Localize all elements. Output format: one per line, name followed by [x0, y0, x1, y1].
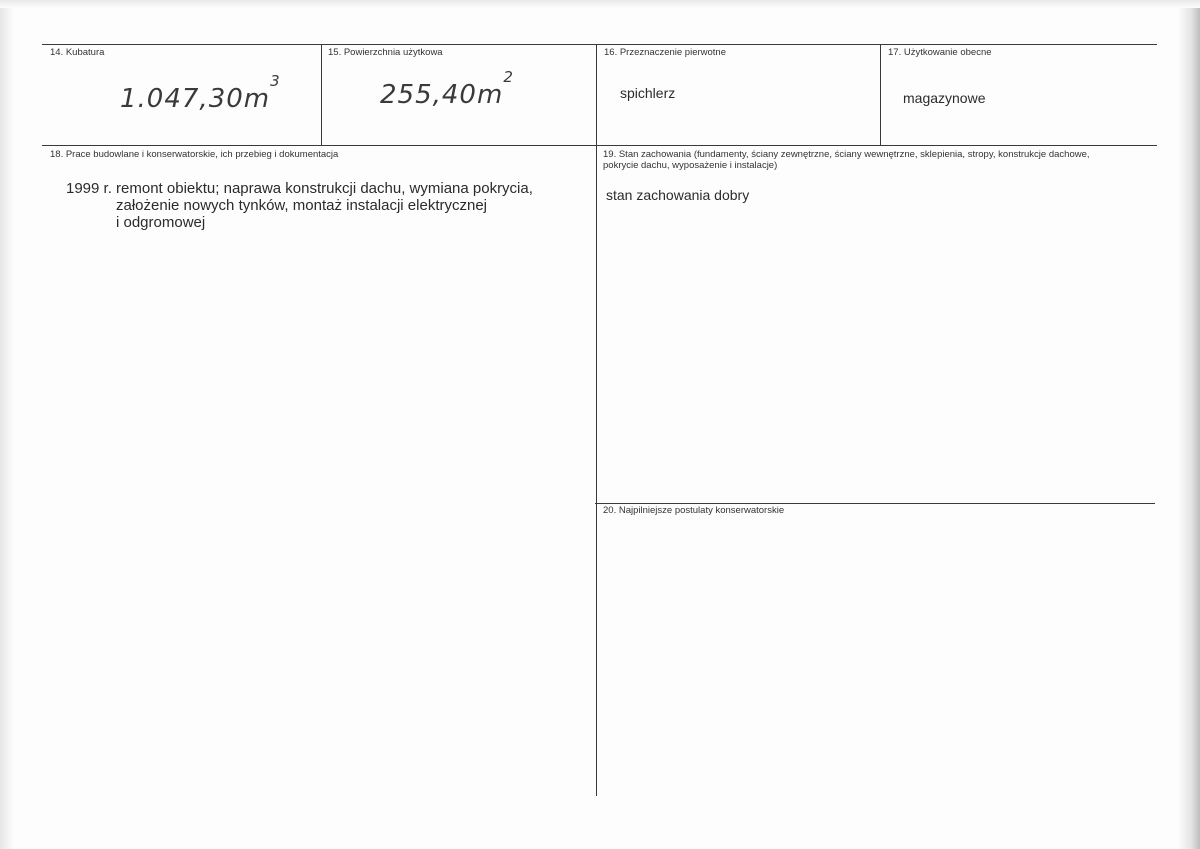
powierzchnia-label: 15. Powierzchnia użytkowa	[328, 47, 443, 58]
kubatura-exponent: 3	[270, 72, 281, 90]
przeznaczenie-label: 16. Przeznaczenie pierwotne	[604, 47, 726, 58]
powierzchnia-exponent: 2	[503, 68, 514, 86]
scan-edge-right	[1178, 0, 1200, 849]
przeznaczenie-value: spichlerz	[620, 85, 676, 101]
field20-top-rule	[595, 503, 1155, 504]
row1-bottom-rule	[42, 145, 1157, 146]
prace-label: 18. Prace budowlane i konserwatorskie, ich przebieg i dokumentacja	[50, 149, 339, 160]
divider-16-17	[880, 44, 881, 145]
uzytkowanie-value: magazynowe	[903, 90, 986, 106]
prace-line-3: i odgromowej	[116, 214, 206, 231]
prace-value	[66, 180, 586, 231]
scan-edge-top	[0, 0, 1200, 8]
prace-line-1: 1999 r. remont obiektu; naprawa konstrukcji dachu, wymiana pokrycia,	[66, 180, 533, 197]
divider-14-15	[321, 44, 322, 145]
scan-edge-left	[0, 0, 14, 849]
kubatura-label: 14. Kubatura	[50, 47, 105, 58]
top-rule	[42, 44, 1157, 45]
powierzchnia-handwritten-value	[380, 68, 514, 110]
stan-zachowania-label: 19. Stan zachowania (fundamenty, ściany zewnętrzne, ściany wewnętrzne, sklepienia, stropy, konstrukcje dachowe, pokrycie dachu, wyposażenie i instalacje)	[603, 149, 1090, 171]
divider-15-16	[596, 44, 597, 796]
prace-line-2: założenie nowych tynków, montaż instalacji elektrycznej	[116, 197, 488, 214]
kubatura-handwritten-value	[120, 72, 281, 114]
uzytkowanie-label: 17. Użytkowanie obecne	[888, 47, 992, 58]
postulaty-label: 20. Najpilniejsze postulaty konserwatorskie	[603, 505, 785, 516]
kubatura-value: 1.047,30m	[120, 84, 271, 114]
powierzchnia-value: 255,40m	[380, 80, 504, 110]
stan-zachowania-value: stan zachowania dobry	[606, 187, 750, 203]
